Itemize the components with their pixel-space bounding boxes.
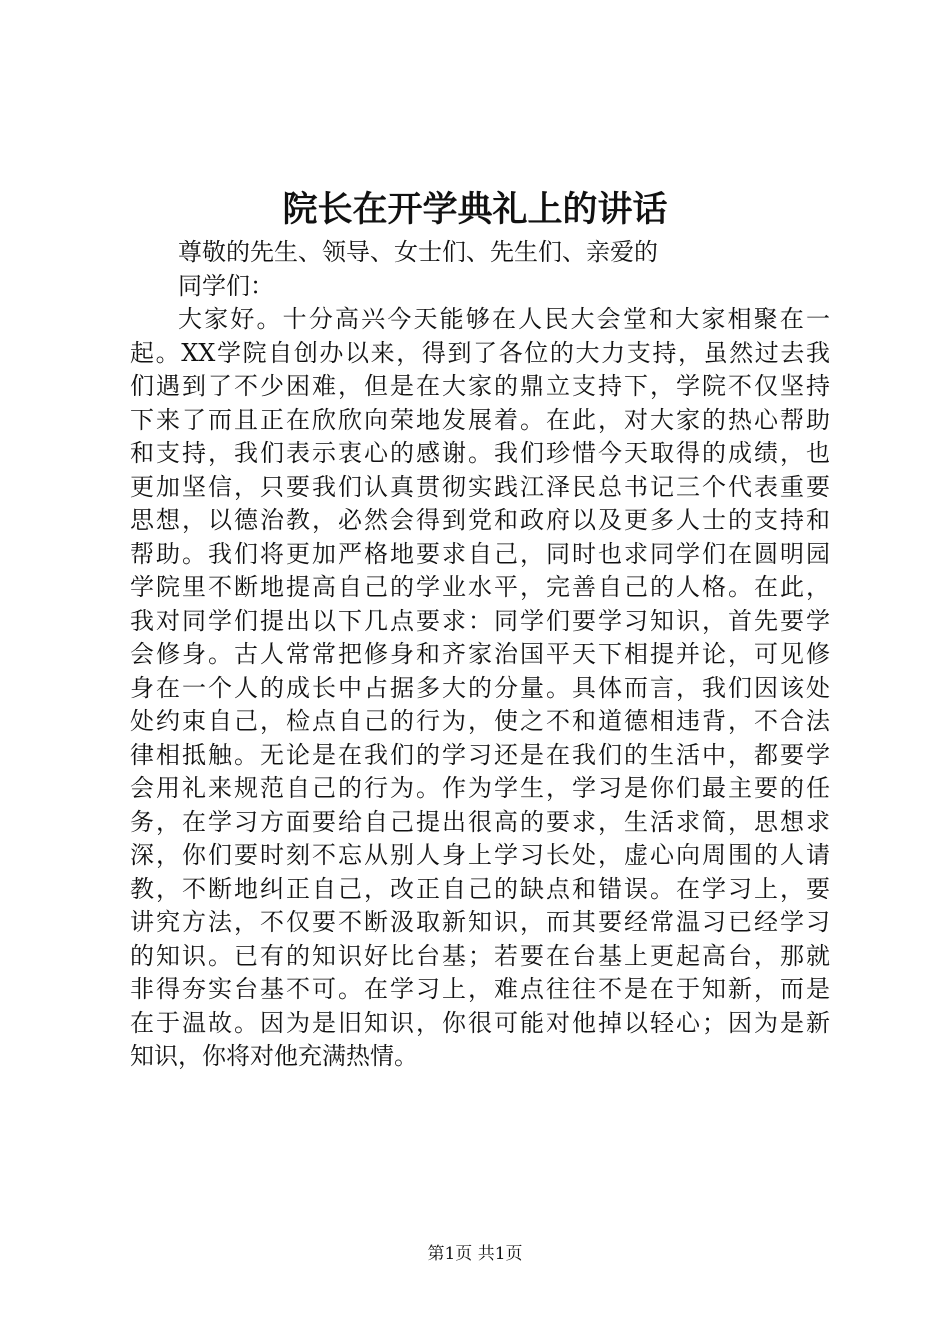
paragraph-line: 会修身。古人常常把修身和齐家治国平天下相提并论，可见修 [130,640,830,668]
document-body [130,236,830,1074]
page-title: 院长在开学典礼上的讲话 [282,189,668,230]
paragraph-line: 教，不断地纠正自己，改正自己的缺点和错误。在学习上，要 [130,874,830,903]
paragraph-line: 非得夯实台基不可。在学习上，难点往往不是在于知新，而是 [130,975,830,1003]
paragraph-line: 起。XX学院自创办以来，得到了各位的大力支持，虽然过去我 [130,338,830,367]
paragraph-line: 和支持，我们表示衷心的感谢。我们珍惜今天取得的成绩，也 [130,439,830,467]
paragraph-line: 的知识。已有的知识好比台基；若要在台基上更起高台，那就 [130,941,830,970]
paragraph-line: 会用礼来规范自己的行为。作为学生，学习是你们最主要的任 [130,774,830,802]
paragraph-line: 我对同学们提出以下几点要求：同学们要学习知识，首先要学 [130,606,830,635]
paragraph-line: 学院里不断地提高自己的学业水平，完善自己的人格。在此， [130,573,830,601]
paragraph-line: 处约束自己，检点自己的行为，使之不和道德相违背，不合法 [130,707,830,735]
paragraph-line: 深，你们要时刻不忘从别人身上学习长处，虚心向周围的人请 [130,841,830,869]
paragraph-line: 务，在学习方面要给自己提出很高的要求，生活求简，思想求 [130,807,830,836]
paragraph-line: 帮助。我们将更加严格地要求自己，同时也求同学们在圆明园 [130,539,830,568]
salutation-line: 同学们： [178,271,274,300]
paragraph-line: 身在一个人的成长中占据多大的分量。具体而言，我们因该处 [130,673,830,702]
paragraph-line: 在于温故。因为是旧知识，你很可能对他掉以轻心；因为是新 [130,1008,830,1037]
paragraph-line: 们遇到了不少困难，但是在大家的鼎立支持下，学院不仅坚持 [130,372,830,400]
paragraph-line: 知识，你将对他充满热情。 [130,1042,418,1070]
salutation-line: 尊敬的先生、领导、女士们、先生们、亲爱的 [178,238,658,266]
paragraph-line: 律相抵触。无论是在我们的学习还是在我们的生活中，都要学 [130,740,830,769]
paragraph-line: 下来了而且正在欣欣向荣地发展着。在此，对大家的热心帮助 [130,405,830,434]
paragraph-line: 讲究方法，不仅要不断汲取新知识，而其要经常温习已经学习 [130,908,830,936]
paragraph-line: 思想，以德治教，必然会得到党和政府以及更多人士的支持和 [130,506,830,534]
paragraph-line: 更加坚信，只要我们认真贯彻实践江泽民总书记三个代表重要 [130,472,830,501]
paragraph-line: 大家好。十分高兴今天能够在人民大会堂和大家相聚在一 [178,305,830,333]
page-footer: 第1页 共1页 [427,1244,523,1264]
